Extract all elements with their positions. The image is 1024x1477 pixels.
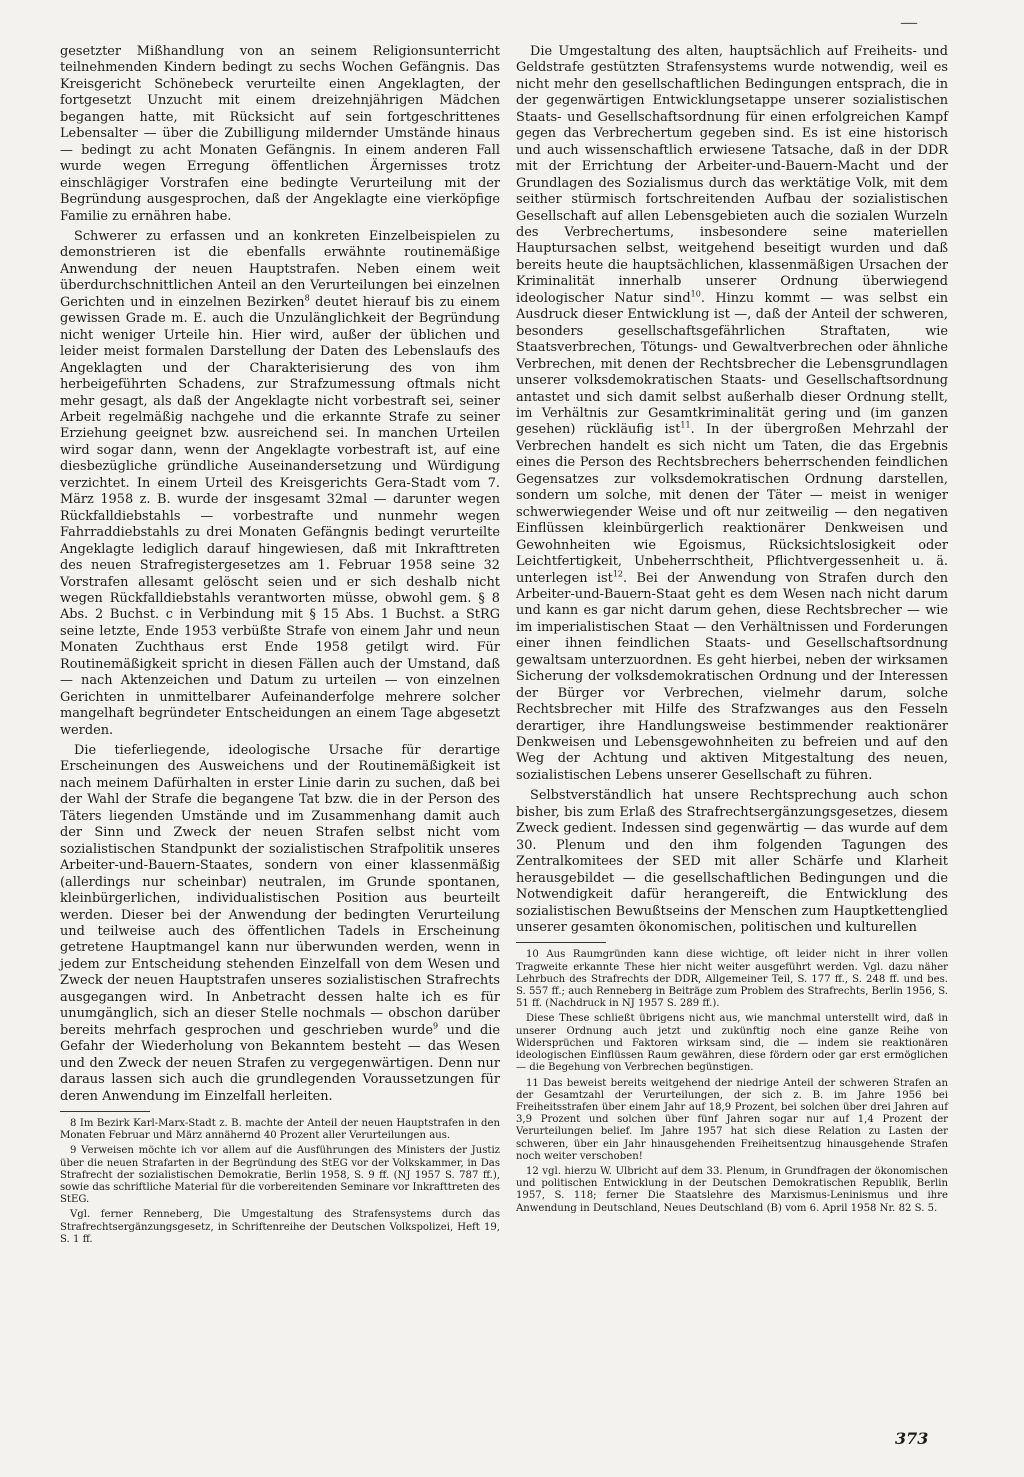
footnote-9: 9 Verweisen möchte ich vor allem auf die Ausführungen des Ministers der Justiz über die neuen Strafarten in der Begründung des StEG vor der Volkskammer, in Das Strafrecht der sozialistischen Demokratie, Berlin 1958, S. 9 ff. (NJ 1957 S. 787 ff.), sowie das schriftliche Material für die vorbereitenden Seminare vor Inkrafttreten des StEG. <box>60 1145 500 1206</box>
footnote-9-continued: Vgl. ferner Renneberg, Die Umgestaltung des Strafensystems durch das Strafrechtsergänzungsgesetz, in Schriftenreihe der Deutschen Volkspolizei, Heft 19, S. 1 ff. <box>60 1209 500 1245</box>
left-paragraph-1: gesetzter Mißhandlung von an seinem Religionsunterricht teilnehmenden Kindern bedingt zu sechs Wochen Gefängnis. Das Kreisgericht Schönebeck verurteilte einen Angeklagten, der fortgesetzt Unzucht mit einem dreizehnjährigen Mädchen begangen hatte, mit Rücksicht auf sein fortgeschrittenes Lebensalter — über die Zubilligung mildernder Umstände hinaus — bedingt zu acht Monaten Gefängnis. In einem anderen Fall wurde wegen Erregung öffentlichen Ärgernisses trotz einschlägiger Vorstrafen eine bedingte Verurteilung mit der Begründung ausgesprochen, daß der Angeklagte eine vierköpfige Familie zu ernähren habe. <box>60 44 500 224</box>
right-paragraph-1-part-a: Die Umgestaltung des alten, hauptsächlich auf Freiheits- und Geldstrafe gestützten Strafensystems wurde notwendig, weil es nicht mehr den gesellschaftlichen Bedingungen entsprach, die in der gegenwärtigen Entwicklungsetappe unserer sozialistischen Staats- und Gesellschaftsordnung für einen erfolgreichen Kampf gegen das Verbrechertum gegeben sind. Es ist eine historisch und auch wissenschaftlich erwiesene Tatsache, daß in der DDR mit der Errichtung der Arbeiter-und-Bauern-Macht und der Grundlagen des Sozialismus durch das werktätige Volk, mit dem seither stürmisch fortschreitenden Aufbau der sozialistischen Gesellschaft auf allen Lebensgebieten auch die sozialen Wurzeln des Verbrechertums, insbesondere seine materiellen Hauptursachen selbst, weitgehend beseitigt wurden und daß bereits heute die hauptsächlichen, klassenmäßigen Ursachen der Kriminalität innerhalb unserer Ordnung überwiegend ideologischer Natur sind <box>516 44 948 306</box>
footnote-10: 10 Aus Raumgründen kann diese wichtige, oft leider nicht in ihrer vollen Tragweite erkannte These hier nicht weiter ausgeführt werden. Vgl. dazu näher Lehrbuch des Strafrechts der DDR, Allgemeiner Teil, S. 177 ff., S. 248 ff. und bes. S. 557 ff.; auch Renneberg in Beiträge zum Problem des Strafrechts, Berlin 1956, S. 51 ff. (Nachdruck in NJ 1957 S. 289 ff.). <box>516 949 948 1010</box>
left-footnotes <box>60 1118 500 1246</box>
left-paragraph-3-part-a: Die tieferliegende, ideologische Ursache für derartige Erscheinungen des Ausweichens und der Routinemäßigkeit ist nach meinem Dafürhalten in erster Linie darin zu suchen, daß bei der Wahl der Strafe die begangene Tat bzw. die in der Person des Täters liegenden Umstände und im Zusammenhang damit auch der Sinn und Zweck der neuen Strafen selbst nicht vom sozialistischen Standpunkt der sozialistischen Strafpolitik unseres Arbeiter-und-Bauern-Staates, sondern von einer klassenmäßig (allerdings nur scheinbar) neutralen, im Grunde spontanen, kleinbürgerlichen, individualistischen Position aus beurteilt werden. Dieser bei der Anwendung der bedingten Verurteilung und teilweise auch des öffentlichen Tadels in Erscheinung getretene Hauptmangel kann nur überwunden werden, wenn in jedem zur Entscheidung stehenden Einzelfall von dem Wesen und Zweck der neuen Hauptstrafen unseres sozialistischen Strafrechts ausgegangen wird. In Anbetracht dessen halte ich es für unumgänglich, sich an dieser Stelle nochmals — obschon darüber bereits mehrfach gesprochen und geschrieben wurde <box>60 743 500 1038</box>
right-paragraph-1 <box>516 44 948 784</box>
footnote-ref-9[interactable]: 9 <box>433 1021 439 1031</box>
right-paragraph-1-part-d: . Bei der Anwendung von Strafen durch den Arbeiter-und-Bauern-Staat geht es dem Wesen nach nicht darum und kann es gar nicht darum gehen, diese Rechtsbrecher — wie im imperialistischen Staat — den Verhältnissen und Forderungen einer ihnen feindlichen Staats- und Gesellschaftsordnung gewaltsam unterzuordnen. Es geht hierbei, neben der wirksamen Sicherung der volksdemokratischen Ordnung und der Interessen der Bürger vor Verbrechen, vielmehr darum, solche Rechtsbrecher mit Hilfe des Strafzwanges aus den Fesseln derartiger, ihre Handlungsweise bestimmender reaktionärer Denkweisen und Lebensgewohnheiten zu befreien und auf den Weg der Achtung und aktiven Mitgestaltung des neuen, sozialistischen Lebens unserer Gesellschaft zu führen. <box>516 570 948 783</box>
left-paragraph-3-part-b: und die Gefahr der Wiederholung von Bekanntem besteht — das Wesen und den Zweck der neuen Strafen zu vergegenwärtigen. Denn nur daraus lassen sich auch die grundlegenden Voraussetzungen für deren Anwendung im Einzelfall herleiten. <box>60 1022 501 1104</box>
left-paragraph-2-part-a: Schwerer zu erfassen und an konkreten Einzelbeispielen zu demonstrieren ist die ebenfalls erwähnte routinemäßige Anwendung der neuen Hauptstrafen. Neben einem weit überdurchschnittlichen Anteil an den Verurteilungen bei einzelnen Gerichten und in einzelnen Bezirken <box>60 228 500 310</box>
footnote-ref-11[interactable]: 11 <box>680 421 691 431</box>
left-paragraph-3 <box>60 743 500 1105</box>
footnote-divider-left <box>60 1111 150 1112</box>
footnote-ref-12[interactable]: 12 <box>612 569 623 579</box>
right-footnotes <box>516 949 948 1214</box>
footnote-8: 8 Im Bezirk Karl-Marx-Stadt z. B. machte der Anteil der neuen Hauptstrafen in den Monaten Februar und März annähernd 40 Prozent aller Verurteilungen aus. <box>60 1118 500 1142</box>
left-paragraph-2-part-b: deutet hierauf bis zu einem gewissen Grade m. E. auch die Unzulänglichkeit der Begründung nicht weniger Urteile hin. Hier wird, außer der üblichen und leider meist formalen Darstellung der Daten des Lebenslaufs des Angeklagten und der Charakterisierung des von ihm herbeigeführten Schadens, zur Strafzumessung oftmals nicht mehr gesagt, als daß der Angeklagte nicht vorbestraft sei, seiner Arbeit regelmäßig nachgehe und die erkannte Strafe zu seiner Erziehung geeignet bzw. ausreichend sei. In manchen Urteilen wird sogar dann, wenn der Angeklagte vorbestraft ist, auf eine diesbezügliche gründliche Auseinandersetzung und Würdigung verzichtet. In einem Urteil des Kreisgerichts Gera-Stadt vom 7. März 1958 z. B. wurde der insgesamt 32mal — darunter wegen Rückfalldiebstahls — vorbestrafte und nunmehr wegen Fahrraddiebstahls zu drei Monaten Gefängnis bedingt verurteilte Angeklagte lediglich darauf hingewiesen, daß mit Inkrafttreten des neuen Strafregistergesetzes am 1. Februar 1958 seine 32 Vorstrafen allesamt gelöscht seien und er sich deshalb nicht wegen Rückfalldiebstahls verantworten müsse, obwohl gem. § 8 Abs. 2 Buchst. c in Verbindung mit § 15 Abs. 1 Buchst. a StRG seine letzte, Ende 1953 verbüßte Strafe von einem Jahr und neun Monaten Zuchthaus erst Ende 1958 getilgt wird. Für Routinemäßigkeit spricht in diesen Fällen auch der Umstand, daß — nach Aktenzeichen und Datum zu urteilen — von einzelnen Gerichten in unmittelbarer Aufeinanderfolge mehrere solcher mangelhaft begründeter Entscheidungen an einem Tage abgesetzt werden. <box>60 294 501 738</box>
left-paragraph-2 <box>60 229 500 739</box>
page-number: 373 <box>895 1429 929 1448</box>
right-paragraph-1-part-b: . Hinzu kommt — was selbst ein Ausdruck dieser Entwicklung ist —, daß der Anteil der schweren, besonders gesellschaftsgefährlichen Straftaten, wie Staatsverbrechen, Tötungs- und Gewaltverbrechen oder ähnliche Verbrechen, mit denen der Rechtsbrecher die Lebensgrundlagen unserer volksdemokratischen Staats- und Gesellschaftsordnung antastet und sich damit selbst außerhalb dieser Ordnung stellt, im Verhältnis zur Gesamtkriminalität gering und (im ganzen gesehen) rückläufig ist <box>516 290 948 438</box>
right-paragraph-2: Selbstverständlich hat unsere Rechtsprechung auch schon bisher, bis zum Erlaß des Strafrechtsergänzungsgesetzes, diesem Zweck gedient. Indessen sind gegenwärtig — das wurde auf dem 30. Plenum und den ihm folgenden Tagungen des Zentralkomitees der SED mit aller Schärfe und Klarheit herausgebildet — die gesellschaftlichen Bedingungen und die Notwendigkeit dafür herangereift, die Entwicklung des sozialistischen Bewußtseins der Menschen zum Hauptkettenglied unserer gesamten ökonomischen, politischen und kulturellen <box>516 788 948 936</box>
footnote-divider-right <box>516 942 606 943</box>
left-column <box>60 44 500 1249</box>
right-paragraph-1-part-c: . In der übergroßen Mehrzahl der Verbrechen handelt es sich nicht um Taten, die das Ergebnis eines die Person des Rechtsbrechers beherrschenden feindlichen Gegensatzes zur volksdemokratischen Ordnung darstellen, sondern um solche, mit denen der Täter — meist in weniger schwerwiegender Weise und oft nur zeitweilig — den negativen Einflüssen kleinbürgerlich reaktionärer Denkweisen und Gewohnheiten wie Egoismus, Rücksichtslosigkeit oder Leichtfertigkeit, Unbeherrschtheit, Pflichtvergessenheit u. ä. unterlegen ist <box>516 422 948 586</box>
footnote-ref-10[interactable]: 10 <box>690 289 701 299</box>
corner-mark: — <box>900 12 918 33</box>
footnote-12: 12 vgl. hierzu W. Ulbricht auf dem 33. Plenum, in Grundfragen der ökonomischen und politischen Entwicklung in der Deutschen Demokratischen Republik, Berlin 1957, S. 118; ferner Die Staatslehre des Marxismus-Leninismus und ihre Anwendung in Deutschland, Neues Deutschland (B) vom 6. April 1958 Nr. 82 S. 5. <box>516 1165 948 1214</box>
right-column <box>516 44 948 1218</box>
footnote-ref-8[interactable]: 8 <box>304 293 310 303</box>
footnote-10-continued: Diese These schließt übrigens nicht aus, wie manchmal unterstellt wird, daß in unserer Ordnung auch jetzt und zukünftig noch eine ganze Reihe von Widersprüchen und Faktoren wirksam sind, die — indem sie reaktionären ideologischen Einflüssen Raum gewähren, diese fördern oder gar erst ermöglichen — die Begehung von Verbrechen begünstigen. <box>516 1013 948 1074</box>
footnote-11: 11 Das beweist bereits weitgehend der niedrige Anteil der schweren Strafen an der Gesamtzahl der Verurteilungen, der sich z. B. im Jahre 1956 bei Freiheitsstrafen über einem Jahr auf 18,9 Prozent, bei solchen über drei Jahren auf 3,9 Prozent und solchen über fünf Jahren sogar nur auf 1,4 Prozent der Verurteilungen belief. Im Jahre 1957 hat sich diese Relation zu Lasten der schweren, über ein Jahr hinausgehenden Freiheitsentzug hinausgehende Strafen noch weiter verschoben! <box>516 1077 948 1162</box>
